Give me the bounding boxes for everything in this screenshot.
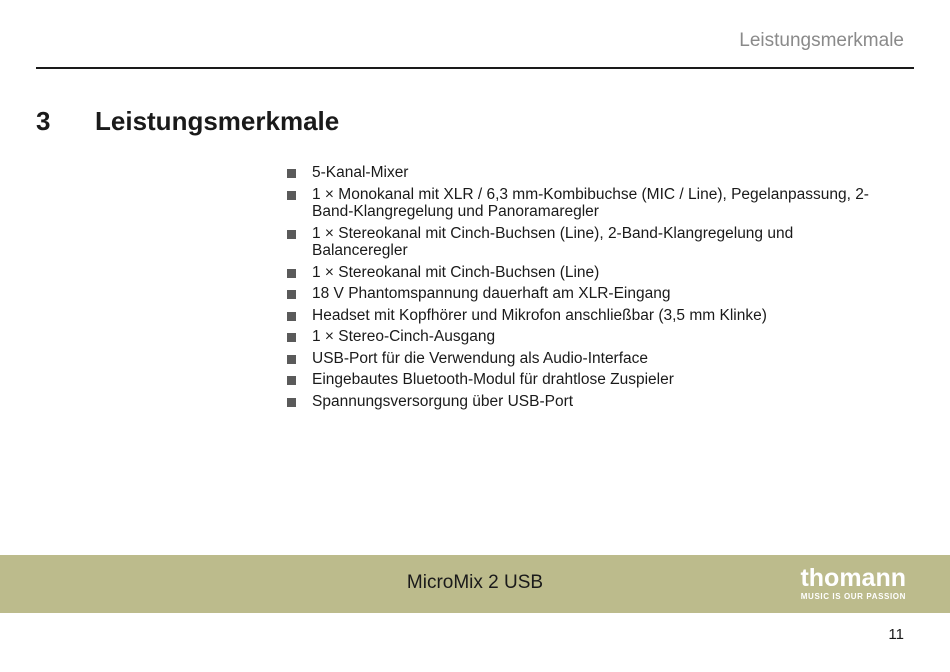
thomann-logo bbox=[790, 566, 906, 602]
list-item bbox=[286, 225, 886, 260]
list-item bbox=[286, 264, 886, 282]
square-bullet-icon bbox=[287, 333, 296, 342]
feature-text: 1 × Stereo-Cinch-Ausgang bbox=[312, 328, 496, 345]
list-item bbox=[286, 307, 886, 325]
list-item bbox=[286, 328, 886, 346]
square-bullet-icon bbox=[287, 398, 296, 407]
feature-text: Headset mit Kopfhörer und Mikrofon anschließbar (3,5 mm Klinke) bbox=[312, 306, 767, 324]
square-bullet-icon bbox=[287, 169, 296, 178]
feature-text: 18 V Phantomspannung dauerhaft am XLR-Eingang bbox=[312, 285, 671, 302]
feature-text: USB-Port für die Verwendung als Audio-Interface bbox=[312, 349, 649, 367]
product-name: MicroMix 2 USB bbox=[406, 572, 544, 593]
feature-text: 1 × Stereokanal mit Cinch-Buchsen (Line) bbox=[312, 263, 600, 281]
brand-wordmark: thomann bbox=[800, 564, 906, 592]
square-bullet-icon bbox=[287, 312, 296, 321]
list-item bbox=[286, 350, 886, 368]
square-bullet-icon bbox=[287, 376, 296, 385]
header-divider bbox=[36, 67, 914, 69]
square-bullet-icon bbox=[287, 355, 296, 364]
feature-text: Eingebautes Bluetooth-Modul für drahtlose Zuspieler bbox=[312, 371, 674, 388]
list-item bbox=[286, 371, 886, 389]
chapter-number: 3 bbox=[36, 106, 51, 136]
square-bullet-icon bbox=[287, 230, 296, 239]
list-item bbox=[286, 186, 886, 221]
page-number: 11 bbox=[888, 626, 904, 643]
list-item bbox=[286, 285, 886, 303]
feature-text: 1 × Stereokanal mit Cinch-Buchsen (Line), 2-Band-Klangregelung und Balanceregler bbox=[312, 224, 794, 259]
brand-tagline: MUSIC IS OUR PASSION bbox=[800, 592, 906, 601]
feature-text: 1 × Monokanal mit XLR / 6,3 mm-Kombibuchse (MIC / Line), Pegelanpassung, 2-Band-Klangregelung und Panoramaregler bbox=[312, 185, 869, 220]
footer-band bbox=[0, 555, 950, 613]
feature-text: Spannungsversorgung über USB-Port bbox=[312, 392, 574, 410]
list-item bbox=[286, 393, 886, 411]
running-header-title: Leistungsmerkmale bbox=[739, 30, 904, 51]
chapter-title: Leistungsmerkmale bbox=[95, 106, 340, 136]
feature-text: 5-Kanal-Mixer bbox=[312, 164, 409, 181]
square-bullet-icon bbox=[287, 191, 296, 200]
square-bullet-icon bbox=[287, 290, 296, 299]
list-item bbox=[286, 164, 886, 182]
square-bullet-icon bbox=[287, 269, 296, 278]
feature-list bbox=[286, 164, 886, 414]
